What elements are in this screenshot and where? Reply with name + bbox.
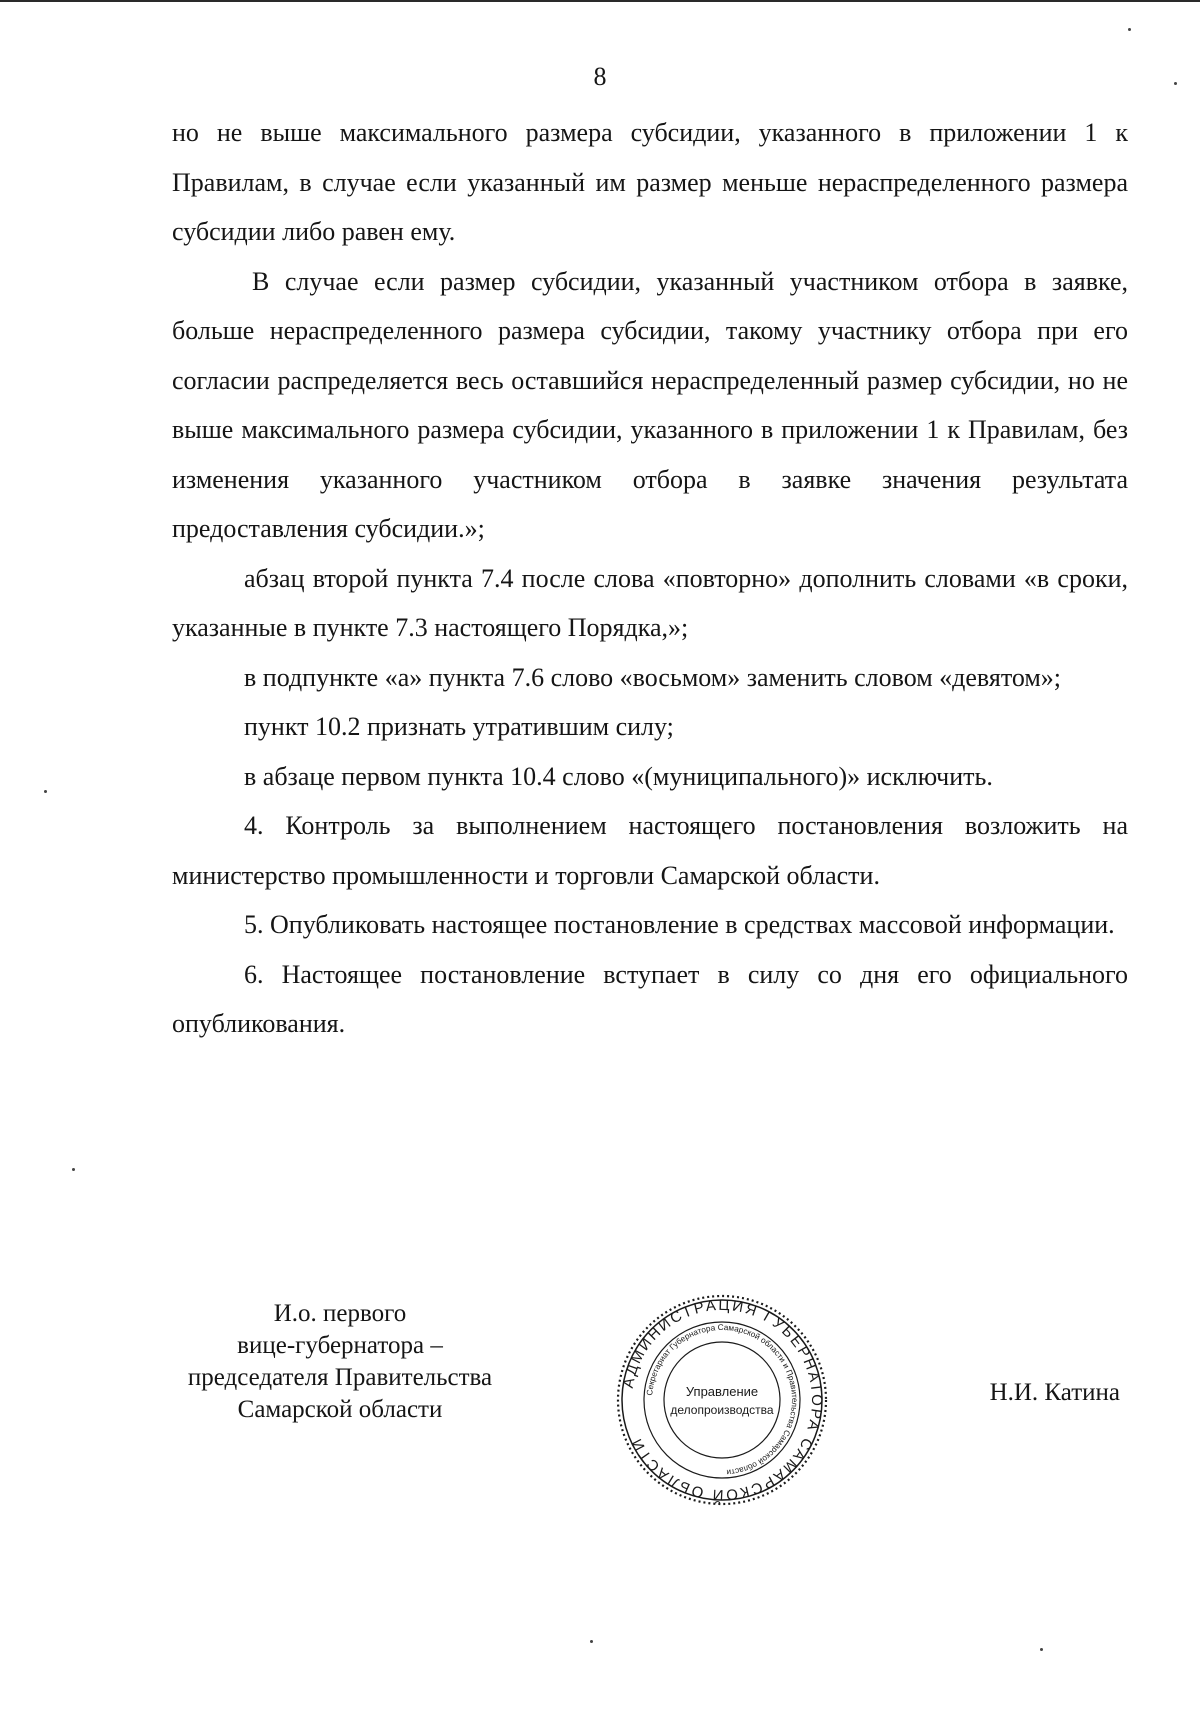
document-body xyxy=(172,108,1128,1049)
paragraph-continuation: но не выше максимального размера субсидии, указанного в приложении 1 к Правилам, в случае если указанный им размер меньше нераспределенного размера субсидии либо равен ему. xyxy=(172,118,1128,246)
scan-top-edge xyxy=(0,0,1200,2)
scan-speck xyxy=(1174,82,1177,85)
signer-name: Н.И. Катина xyxy=(989,1379,1120,1406)
seal-inner-ring-text: Секретариат Губернатора Самарской области и Правительства Самарской области xyxy=(645,1322,800,1477)
scan-speck xyxy=(72,1168,75,1171)
scan-speck xyxy=(44,790,47,793)
seal-center-line-2: делопроизводства xyxy=(670,1403,774,1417)
scan-speck xyxy=(1040,1648,1043,1651)
paragraph-subsidy-distribution: В случае если размер субсидии, указанный участником отбора в заявке, больше нераспределенного размера субсидии, такому участнику отбора при его согласии распределяется весь оставшийся нераспределенный размер субсидии, но не выше максимального размера субсидии, указанного в приложении 1 к Правилам, без изменения указанного участником отбора в заявке значения результата предоставления субсидии.»; xyxy=(172,266,1128,543)
scan-speck xyxy=(1128,28,1131,31)
paragraph-item-10-4: в абзаце первом пункта 10.4 слово «(муниципального)» исключить. xyxy=(244,761,993,791)
paragraph-point-6: 6. Настоящее постановление вступает в силу со дня его официального опубликования. xyxy=(172,959,1128,1038)
signer-title-line: Самарской области xyxy=(237,1396,443,1423)
paragraph-point-5: 5. Опубликовать настоящее постановление в средствах массовой информации. xyxy=(244,910,1115,939)
signature-block xyxy=(160,1298,1160,1558)
signer-title-line: И.о. первого xyxy=(273,1300,407,1327)
signer-title-line: вице-губернатора – xyxy=(237,1332,443,1359)
paragraph-item-7-6: в подпункте «а» пункта 7.6 слово «восьмом» заменить словом «девятом»; xyxy=(244,662,1062,692)
seal-outer-text: АДМИНИСТРАЦИЯ ГУБЕРНАТОРА САМАРСКОЙ ОБЛАСТИ xyxy=(619,1296,826,1504)
signer-title-line: председателя Правительства xyxy=(187,1364,493,1391)
scan-speck xyxy=(590,1640,593,1643)
signer-title xyxy=(160,1298,520,1426)
paragraph-point-4: 4. Контроль за выполнением настоящего постановления возложить на министерство промышленности и торговли Самарской области. xyxy=(172,811,1128,890)
paragraph-item-10-2: пункт 10.2 признать утратившим силу; xyxy=(244,712,674,741)
page-number: 8 xyxy=(593,62,607,91)
paragraph-item-7-4: абзац второй пункта 7.4 после слова «повторно» дополнить словами «в сроки, указанные в пункте 7.3 настоящего Порядка,»; xyxy=(172,563,1128,642)
seal-center-line-1: Управление xyxy=(685,1384,759,1399)
official-seal xyxy=(614,1292,830,1508)
